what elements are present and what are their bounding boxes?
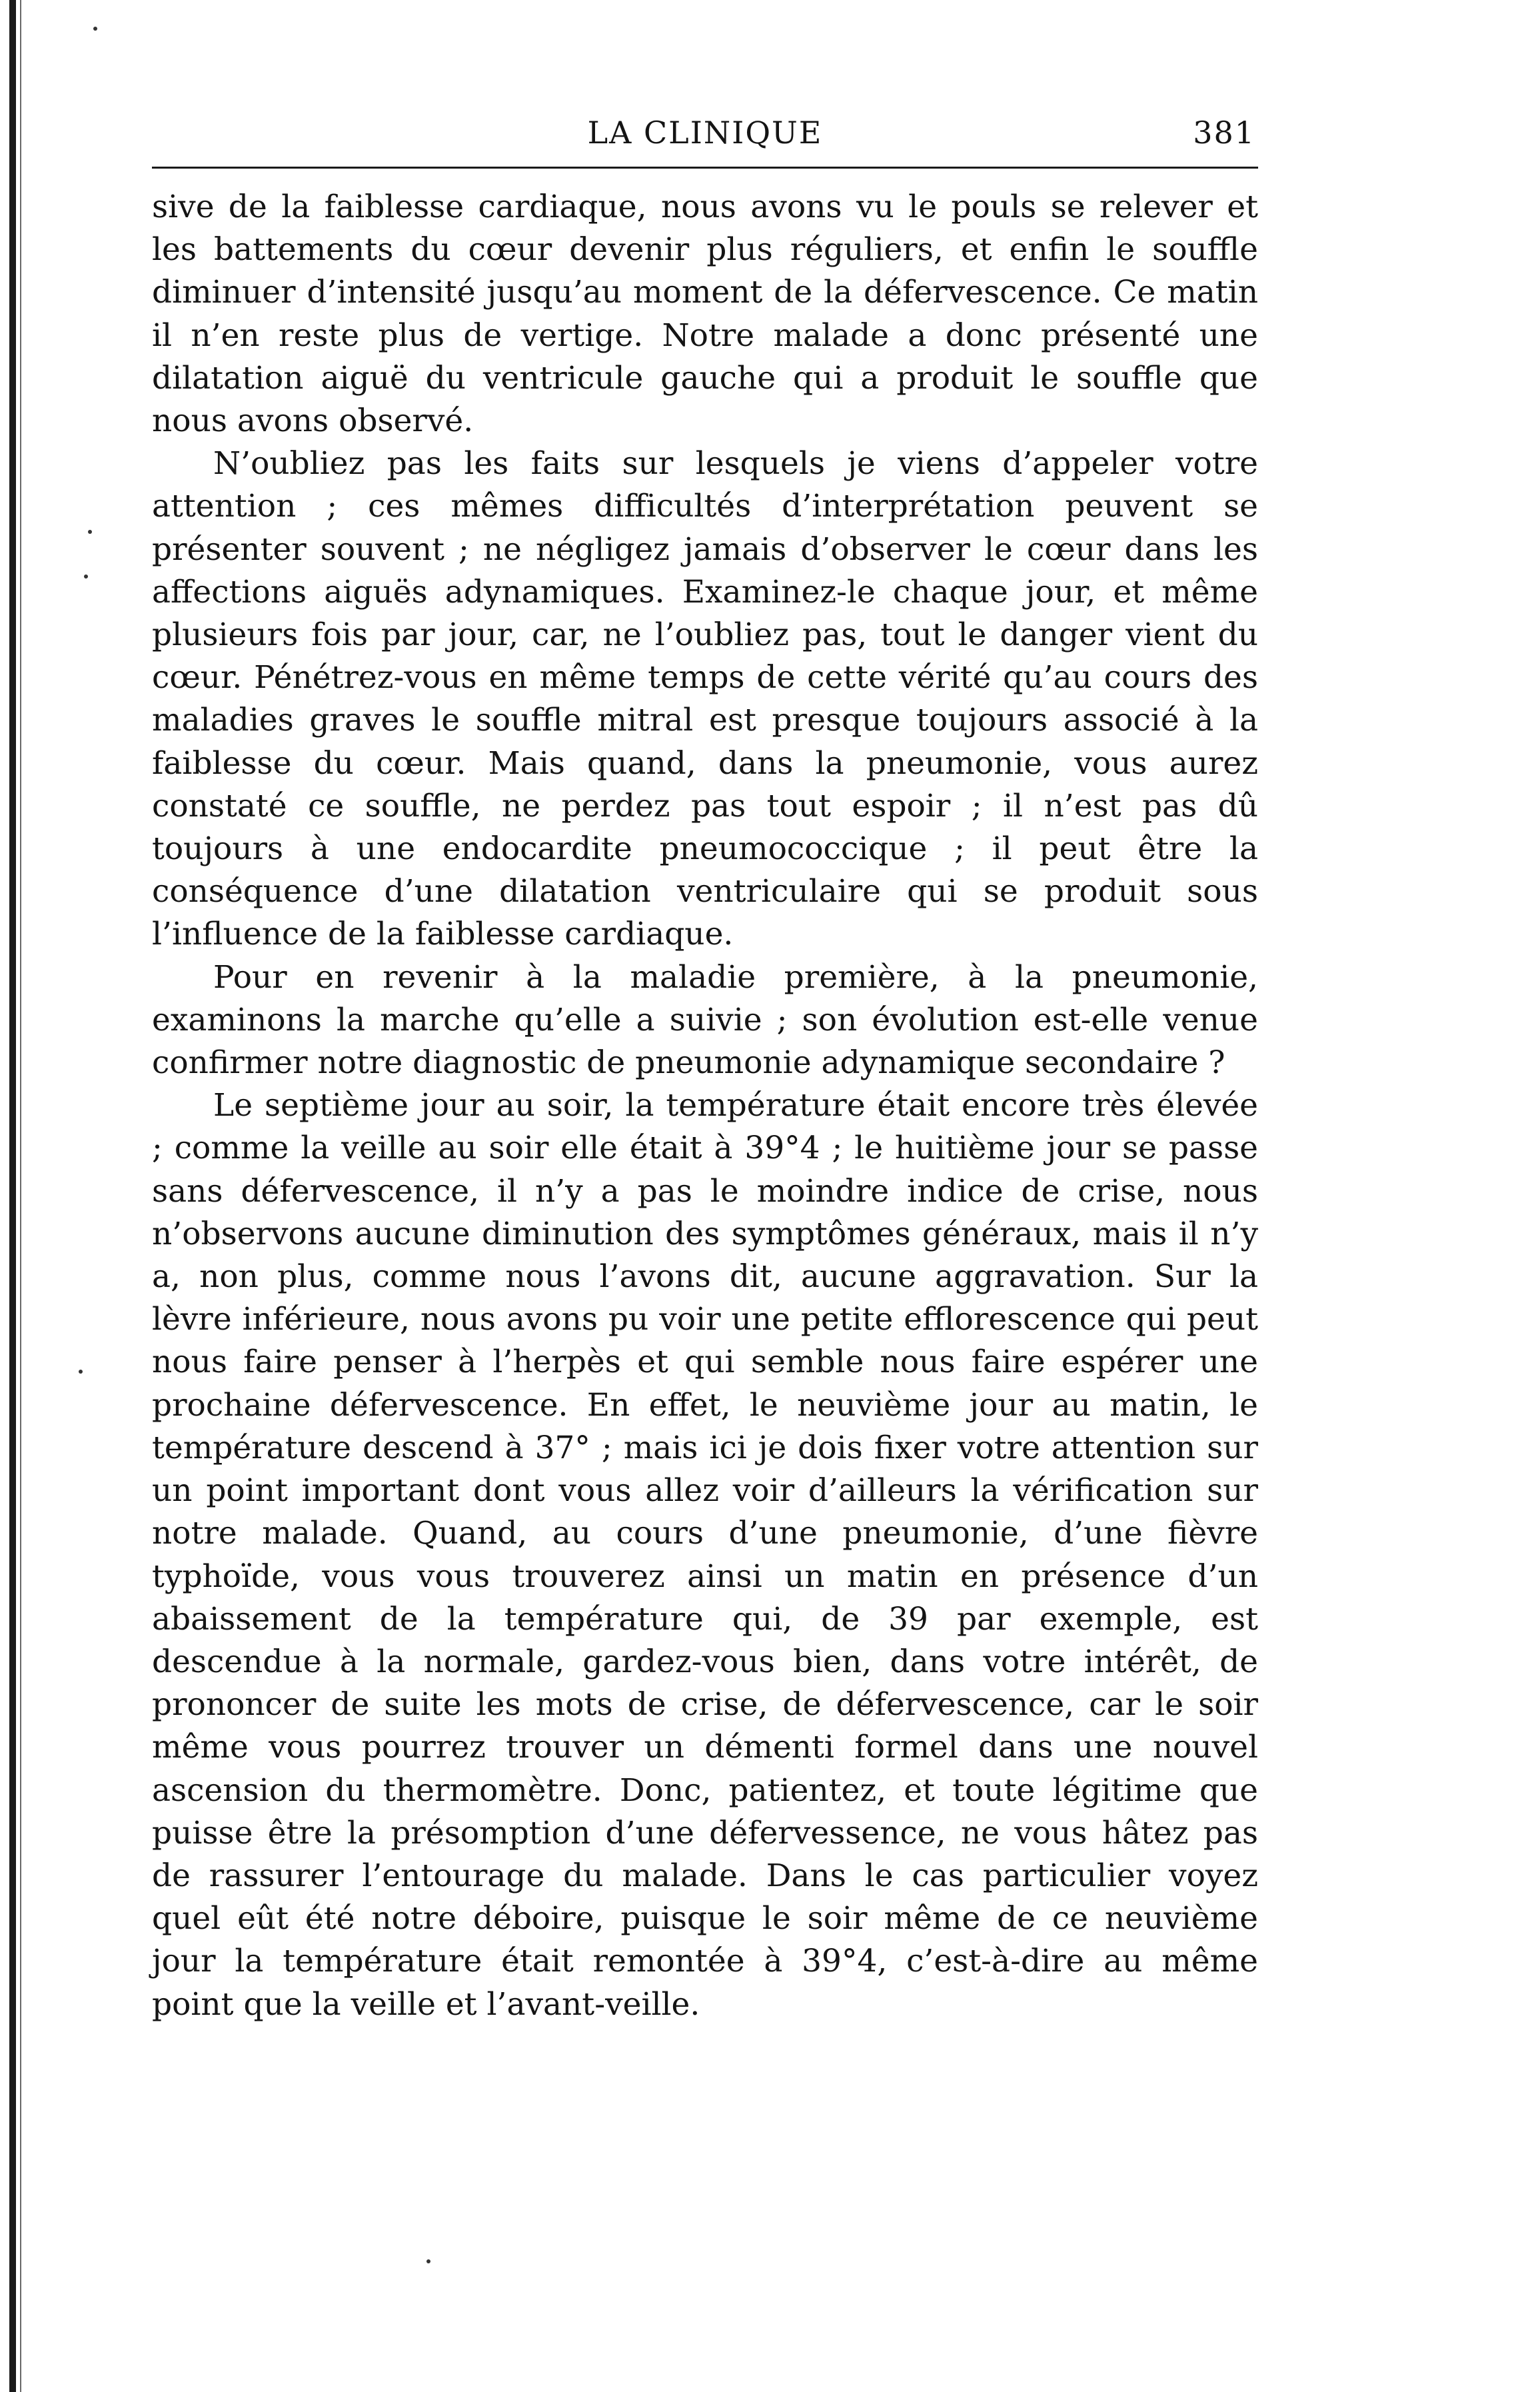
scan-speck [88,530,92,534]
running-title: LA CLINIQUE [587,115,823,151]
running-header [152,100,1258,169]
paragraph: Pour en revenir à la maladie première, à la pneumonie, examinons la marche qu’elle a suivie ; son évolution est-elle venue confirmer notre diagnostic de pneumonie adynamique secondaire ? [152,958,1258,1082]
book-page [152,100,1258,2026]
binding-edge [9,0,16,2392]
paragraph: N’oubliez pas les faits sur lesquels je viens d’appeler votre attention ; ces mêmes difficultés d’interprétation peuvent se présenter souvent ; ne négligez jamais d’observer le cœur dans les affections aiguës adynamiques. Examinez-le chaque jour, et même plusieurs fois par jour, car, ne l’oubliez pas, tout le danger vient du cœur. Pénétrez-vous en même temps de cette vérité qu’au cours des maladies graves le souffle mitral est presque toujours associé à la faiblesse du cœur. Mais quand, dans la pneumonie, vous aurez constaté ce souffle, ne perdez pas tout espoir ; il n’est pas dû toujours à une endocardite pneumococcique ; il peut être la conséquence d’une dilatation ventriculaire qui se produit sous l’influence de la faiblesse cardiaque. [152,445,1258,953]
paragraph: Le septième jour au soir, la température était encore très élevée ; comme la veille au soir elle était à 39°4 ; le huitième jour se passe sans défervescence, il n’y a pas le moindre indice de crise, nous n’observons aucune diminution des symptômes généraux, mais il n’y a, non plus, comme nous l’avons dit, aucune aggravation. Sur la lèvre inférieure, nous avons pu voir une petite efflorescence qui peut nous faire penser à l’herpès et qui semble nous faire espérer une prochaine défervescence. En effet, le neuvième jour au matin, le température descend à 37° ; mais ici je dois fixer votre attention sur un point important dont vous allez voir d’ailleurs la vérification sur notre malade. Quand, au cours d’une pneumonie, d’une fièvre typhoïde, vous vous trouverez ainsi un matin en présence d’un abaissement de la température qui, de 39 par exemple, est descendue à la normale, gardez-vous bien, dans votre intérêt, de prononcer de suite les mots de crise, de défervescence, car le soir même vous pourrez trouver un démenti formel dans une nouvel ascension du thermomètre. Donc, patientez, et toute légitime que puisse être la présomption d’une défervessence, ne vous hâtez pas de rassurer l’entourage du malade. Dans le cas particulier voyez quel eût été notre déboire, puisque le soir même de ce neuvième jour la température était remontée à 39°4, c’est-à-dire au même point que la veille et l’avant-veille. [152,1087,1258,2023]
scan-speck [93,27,97,31]
scan-speck [84,575,88,579]
paragraph: sive de la faiblesse cardiaque, nous avons vu le pouls se relever et les battements du cœur devenir plus réguliers, et enfin le souffle diminuer d’intensité jusqu’au moment de la défervescence. Ce matin il n’en reste plus de vertige. Notre malade a donc présenté une dilatation aiguë du ventricule gauche qui a produit le souffle que nous avons observé. [152,189,1258,440]
body-text [152,186,1258,2026]
scan-speck [426,2259,430,2263]
page-number: 381 [1193,115,1255,151]
binding-edge-shadow [20,0,21,2392]
scan-speck [79,1370,83,1374]
